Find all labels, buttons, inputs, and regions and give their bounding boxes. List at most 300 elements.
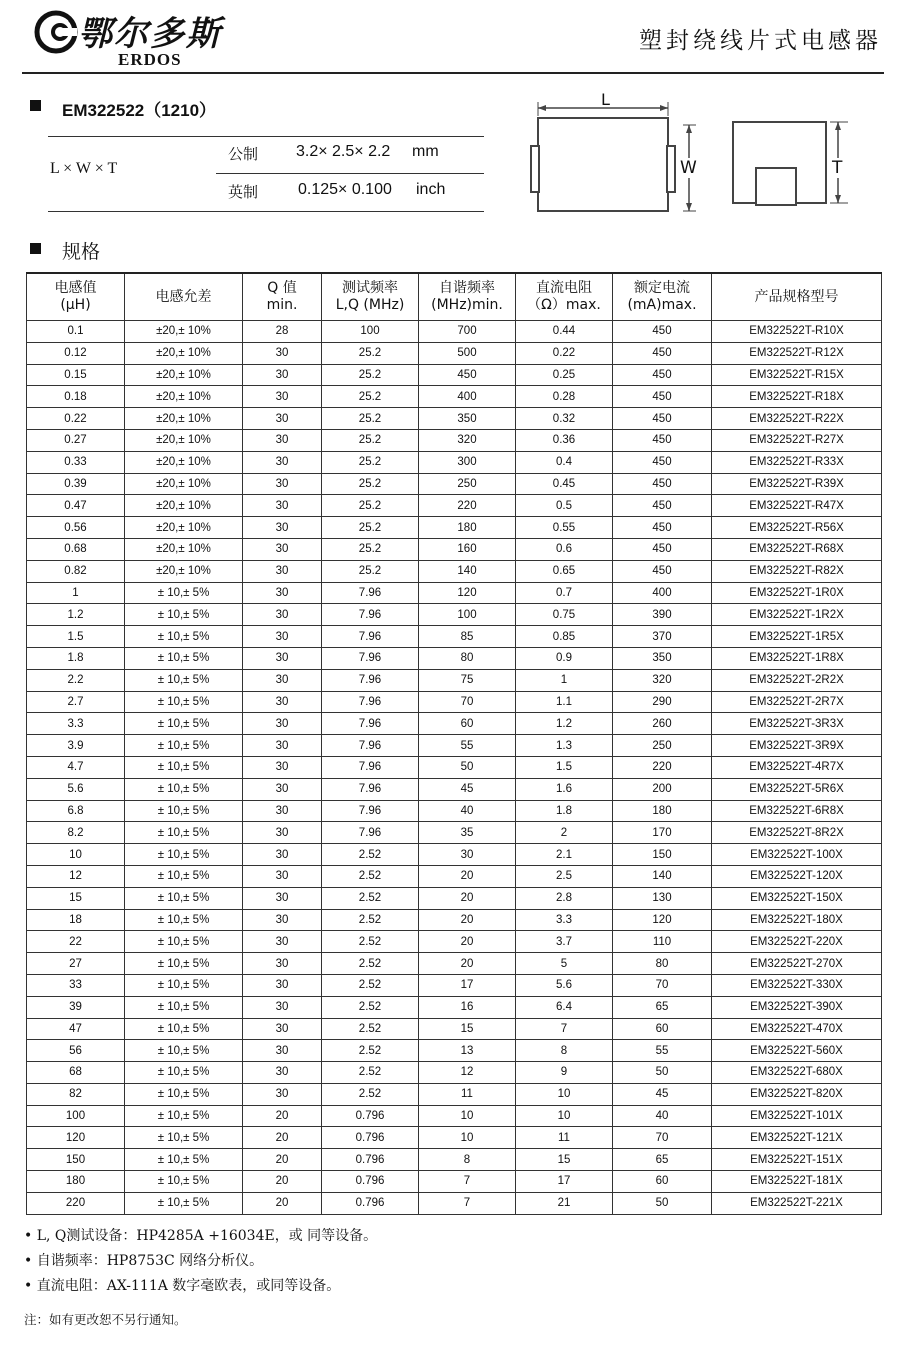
table-row: [27, 473, 882, 495]
table-cell: 450: [613, 538, 712, 560]
table-row: [27, 560, 882, 582]
table-cell: 12: [27, 865, 125, 887]
table-cell: 11: [419, 1083, 516, 1105]
table-cell: 82: [27, 1083, 125, 1105]
table-row: [27, 582, 882, 604]
table-cell: 20: [243, 1192, 322, 1214]
table-cell: 55: [613, 1040, 712, 1062]
table-cell: 7.96: [322, 691, 419, 713]
table-cell: ± 10,± 5%: [125, 996, 243, 1018]
table-cell: 60: [419, 713, 516, 735]
table-cell: 450: [613, 473, 712, 495]
table-cell: 10: [27, 844, 125, 866]
table-cell: 450: [613, 408, 712, 430]
header-rated-current: 额定电流 (mA)max.: [613, 273, 712, 321]
table-cell: ±20,± 10%: [125, 451, 243, 473]
table-cell: ± 10,± 5%: [125, 1083, 243, 1105]
table-cell: 60: [613, 1171, 712, 1193]
dimension-diagram: [520, 88, 870, 220]
table-cell: EM322522T-560X: [712, 1040, 882, 1062]
table-cell: 25.2: [322, 429, 419, 451]
table-cell: 220: [613, 756, 712, 778]
table-cell: 56: [27, 1040, 125, 1062]
table-cell: 400: [613, 582, 712, 604]
table-row: [27, 321, 882, 343]
table-cell: 30: [243, 495, 322, 517]
table-cell: ±20,± 10%: [125, 342, 243, 364]
table-cell: 120: [27, 1127, 125, 1149]
table-cell: EM322522T-180X: [712, 909, 882, 931]
table-cell: 40: [419, 800, 516, 822]
table-cell: 40: [613, 1105, 712, 1127]
table-cell: 7.96: [322, 582, 419, 604]
table-cell: 7.96: [322, 735, 419, 757]
table-cell: 28: [243, 321, 322, 343]
table-cell: EM322522T-1R2X: [712, 604, 882, 626]
table-cell: 30: [243, 604, 322, 626]
table-cell: EM322522T-R56X: [712, 517, 882, 539]
table-cell: EM322522T-4R7X: [712, 756, 882, 778]
table-cell: 0.33: [27, 451, 125, 473]
table-row: [27, 495, 882, 517]
table-cell: 20: [419, 953, 516, 975]
table-cell: 2.2: [27, 669, 125, 691]
table-cell: 7.96: [322, 604, 419, 626]
table-cell: 30: [243, 647, 322, 669]
table-cell: 13: [419, 1040, 516, 1062]
table-cell: 0.22: [27, 408, 125, 430]
table-cell: ±20,± 10%: [125, 495, 243, 517]
table-cell: 0.9: [516, 647, 613, 669]
table-cell: 5: [516, 953, 613, 975]
table-cell: 0.56: [27, 517, 125, 539]
table-cell: 16: [419, 996, 516, 1018]
table-cell: 2.52: [322, 1018, 419, 1040]
table-cell: EM322522T-181X: [712, 1171, 882, 1193]
test-notes: [24, 1224, 377, 1299]
table-cell: EM322522T-R82X: [712, 560, 882, 582]
table-row: [27, 669, 882, 691]
table-cell: 10: [516, 1083, 613, 1105]
table-cell: EM322522T-R12X: [712, 342, 882, 364]
table-row: [27, 1040, 882, 1062]
table-cell: 0.27: [27, 429, 125, 451]
table-cell: ± 10,± 5%: [125, 1192, 243, 1214]
table-cell: 7.96: [322, 713, 419, 735]
table-cell: EM322522T-1R5X: [712, 626, 882, 648]
table-cell: 10: [419, 1105, 516, 1127]
table-cell: 2.52: [322, 953, 419, 975]
table-cell: ± 10,± 5%: [125, 909, 243, 931]
table-cell: 180: [419, 517, 516, 539]
table-cell: 390: [613, 604, 712, 626]
table-cell: EM322522T-5R6X: [712, 778, 882, 800]
table-cell: 65: [613, 1149, 712, 1171]
table-row: [27, 822, 882, 844]
table-cell: 2.52: [322, 996, 419, 1018]
table-cell: 1.5: [516, 756, 613, 778]
table-row: [27, 517, 882, 539]
note-item: • L, Q测试设备：HP4285A +16034E，或 同等设备。: [24, 1228, 378, 1244]
table-cell: 8: [516, 1040, 613, 1062]
table-cell: ± 10,± 5%: [125, 865, 243, 887]
table-cell: 7.96: [322, 800, 419, 822]
table-cell: 0.55: [516, 517, 613, 539]
header-part-number: 产品规格型号: [712, 273, 882, 321]
table-cell: EM322522T-R68X: [712, 538, 882, 560]
table-cell: 20: [243, 1171, 322, 1193]
table-cell: EM322522T-R15X: [712, 364, 882, 386]
table-cell: ± 10,± 5%: [125, 626, 243, 648]
table-cell: 20: [419, 887, 516, 909]
table-cell: 30: [243, 517, 322, 539]
table-cell: ±20,± 10%: [125, 321, 243, 343]
table-cell: ± 10,± 5%: [125, 1171, 243, 1193]
table-cell: 0.6: [516, 538, 613, 560]
table-cell: EM322522T-100X: [712, 844, 882, 866]
table-cell: EM322522T-330X: [712, 974, 882, 996]
table-cell: EM322522T-101X: [712, 1105, 882, 1127]
table-cell: 0.15: [27, 364, 125, 386]
table-cell: 0.39: [27, 473, 125, 495]
table-cell: 1.6: [516, 778, 613, 800]
table-cell: 2.52: [322, 931, 419, 953]
table-cell: 0.7: [516, 582, 613, 604]
table-cell: 30: [243, 974, 322, 996]
table-cell: 2.52: [322, 887, 419, 909]
table-cell: 400: [419, 386, 516, 408]
header-dc-resistance: 直流电阻 （Ω）max.: [516, 273, 613, 321]
table-cell: 25.2: [322, 538, 419, 560]
table-cell: 250: [613, 735, 712, 757]
table-cell: 17: [516, 1171, 613, 1193]
table-cell: 30: [243, 691, 322, 713]
diagram-label-l: L: [601, 90, 610, 109]
table-cell: 0.85: [516, 626, 613, 648]
table-cell: ± 10,± 5%: [125, 691, 243, 713]
table-cell: 0.796: [322, 1127, 419, 1149]
table-cell: 25.2: [322, 364, 419, 386]
table-cell: ± 10,± 5%: [125, 822, 243, 844]
table-cell: 0.1: [27, 321, 125, 343]
table-cell: 30: [243, 451, 322, 473]
table-row: [27, 735, 882, 757]
table-cell: 0.65: [516, 560, 613, 582]
note-item: • 自谐频率：HP8753C 网络分析仪。: [24, 1253, 264, 1269]
table-cell: 120: [613, 909, 712, 931]
table-cell: 30: [243, 996, 322, 1018]
table-cell: 100: [322, 321, 419, 343]
table-cell: 7.96: [322, 626, 419, 648]
table-cell: 20: [419, 909, 516, 931]
table-cell: EM322522T-R39X: [712, 473, 882, 495]
table-row: [27, 865, 882, 887]
table-cell: 35: [419, 822, 516, 844]
table-row: [27, 996, 882, 1018]
header-inductance: 电感值 (μH): [27, 273, 125, 321]
table-cell: 30: [243, 909, 322, 931]
table-cell: 25.2: [322, 560, 419, 582]
table-cell: 30: [243, 756, 322, 778]
table-cell: EM322522T-120X: [712, 865, 882, 887]
table-cell: EM322522T-151X: [712, 1149, 882, 1171]
table-cell: 0.45: [516, 473, 613, 495]
table-cell: 50: [613, 1062, 712, 1084]
table-cell: 0.796: [322, 1105, 419, 1127]
table-cell: 7.96: [322, 778, 419, 800]
table-row: [27, 887, 882, 909]
table-cell: ±20,± 10%: [125, 429, 243, 451]
table-cell: 0.68: [27, 538, 125, 560]
table-cell: EM322522T-3R3X: [712, 713, 882, 735]
table-cell: 65: [613, 996, 712, 1018]
table-cell: 47: [27, 1018, 125, 1040]
table-cell: 30: [243, 582, 322, 604]
table-cell: 120: [419, 582, 516, 604]
table-row: [27, 626, 882, 648]
table-cell: 15: [419, 1018, 516, 1040]
table-cell: 20: [243, 1149, 322, 1171]
table-cell: EM322522T-270X: [712, 953, 882, 975]
table-cell: 8.2: [27, 822, 125, 844]
table-cell: 80: [613, 953, 712, 975]
table-row: [27, 342, 882, 364]
table-cell: 1.8: [27, 647, 125, 669]
document-title: 塑封绕线片式电感器: [639, 28, 882, 54]
table-cell: ±20,± 10%: [125, 408, 243, 430]
table-row: [27, 909, 882, 931]
table-cell: 450: [613, 560, 712, 582]
left-terminal: [531, 146, 539, 192]
metric-label: 公制: [228, 145, 259, 163]
table-cell: EM322522T-680X: [712, 1062, 882, 1084]
table-cell: 45: [613, 1083, 712, 1105]
table-cell: 30: [243, 408, 322, 430]
table-cell: 0.18: [27, 386, 125, 408]
table-cell: EM322522T-2R7X: [712, 691, 882, 713]
table-cell: 30: [243, 778, 322, 800]
table-cell: 4.7: [27, 756, 125, 778]
table-row: [27, 1062, 882, 1084]
imperial-value: 0.125× 0.100: [298, 181, 392, 198]
table-cell: 170: [613, 822, 712, 844]
table-cell: 22: [27, 931, 125, 953]
table-cell: 25.2: [322, 495, 419, 517]
top-view-body: [538, 118, 668, 211]
table-cell: 30: [243, 386, 322, 408]
table-cell: 0.25: [516, 364, 613, 386]
table-row: [27, 1127, 882, 1149]
header-test-frequency: 测试频率 L,Q (MHz): [322, 273, 419, 321]
metric-unit: mm: [412, 143, 439, 160]
table-cell: 25.2: [322, 517, 419, 539]
table-cell: 200: [613, 778, 712, 800]
table-cell: 320: [613, 669, 712, 691]
table-row: [27, 429, 882, 451]
table-cell: 27: [27, 953, 125, 975]
table-cell: EM322522T-1R8X: [712, 647, 882, 669]
table-cell: ± 10,± 5%: [125, 735, 243, 757]
size-dimension-label: L × W × T: [50, 160, 118, 177]
table-cell: 8: [419, 1149, 516, 1171]
table-cell: 30: [243, 364, 322, 386]
header-srf: 自谐频率 (MHz)min.: [419, 273, 516, 321]
table-cell: 30: [243, 538, 322, 560]
table-cell: 60: [613, 1018, 712, 1040]
table-cell: 30: [243, 560, 322, 582]
table-row: [27, 451, 882, 473]
table-cell: 2.52: [322, 974, 419, 996]
table-cell: 55: [419, 735, 516, 757]
table-cell: 30: [243, 865, 322, 887]
table-cell: 30: [243, 1083, 322, 1105]
imperial-label: 英制: [228, 183, 259, 201]
table-row: [27, 953, 882, 975]
footnote: 注：如有更改恕不另行通知。: [24, 1312, 187, 1327]
table-cell: EM322522T-121X: [712, 1127, 882, 1149]
table-cell: 290: [613, 691, 712, 713]
table-row: [27, 408, 882, 430]
table-cell: 350: [419, 408, 516, 430]
table-cell: 450: [613, 451, 712, 473]
table-cell: 25.2: [322, 386, 419, 408]
table-cell: ±20,± 10%: [125, 364, 243, 386]
table-cell: 3.7: [516, 931, 613, 953]
table-cell: 450: [613, 517, 712, 539]
table-cell: 2.52: [322, 1083, 419, 1105]
table-cell: 30: [243, 1018, 322, 1040]
table-cell: 350: [613, 647, 712, 669]
table-cell: 10: [419, 1127, 516, 1149]
table-row: [27, 1149, 882, 1171]
table-cell: 70: [419, 691, 516, 713]
table-cell: ± 10,± 5%: [125, 953, 243, 975]
table-row: [27, 386, 882, 408]
table-cell: 2.52: [322, 844, 419, 866]
imperial-unit: inch: [416, 181, 446, 198]
table-cell: 2.52: [322, 1040, 419, 1062]
table-cell: 30: [243, 626, 322, 648]
brand-name-chinese: 鄂尔多斯: [78, 14, 222, 54]
table-cell: ± 10,± 5%: [125, 1127, 243, 1149]
table-cell: 0.22: [516, 342, 613, 364]
table-cell: 20: [243, 1127, 322, 1149]
header-q-value: Q 值 min.: [243, 273, 322, 321]
table-cell: 30: [243, 473, 322, 495]
table-cell: 1.1: [516, 691, 613, 713]
table-row: [27, 1018, 882, 1040]
table-cell: 160: [419, 538, 516, 560]
table-cell: 12: [419, 1062, 516, 1084]
table-cell: 30: [243, 953, 322, 975]
table-cell: ± 10,± 5%: [125, 887, 243, 909]
table-cell: 300: [419, 451, 516, 473]
table-cell: 100: [27, 1105, 125, 1127]
table-cell: 6.8: [27, 800, 125, 822]
table-cell: 7.96: [322, 756, 419, 778]
table-cell: 50: [419, 756, 516, 778]
note-item: • 直流电阻：AX-111A 数字毫欧表，或同等设备。: [24, 1278, 341, 1294]
table-row: [27, 1083, 882, 1105]
table-cell: 110: [613, 931, 712, 953]
table-cell: 70: [613, 1127, 712, 1149]
table-cell: 0.12: [27, 342, 125, 364]
table-cell: EM322522T-3R9X: [712, 735, 882, 757]
table-cell: 0.75: [516, 604, 613, 626]
table-cell: 15: [516, 1149, 613, 1171]
table-cell: 30: [243, 887, 322, 909]
table-cell: 7: [419, 1171, 516, 1193]
table-row: [27, 974, 882, 996]
section-bullet-icon: [30, 100, 41, 111]
table-row: [27, 1192, 882, 1214]
table-cell: 1.2: [27, 604, 125, 626]
table-row: [27, 931, 882, 953]
table-row: [27, 604, 882, 626]
table-cell: 68: [27, 1062, 125, 1084]
table-cell: 30: [419, 844, 516, 866]
table-cell: 2.7: [27, 691, 125, 713]
right-terminal: [667, 146, 675, 192]
table-cell: EM322522T-221X: [712, 1192, 882, 1214]
table-cell: EM322522T-R18X: [712, 386, 882, 408]
table-cell: 0.44: [516, 321, 613, 343]
table-cell: 50: [613, 1192, 712, 1214]
table-cell: EM322522T-390X: [712, 996, 882, 1018]
brand-name-english: ERDOS: [118, 50, 182, 69]
table-cell: 3.3: [27, 713, 125, 735]
table-cell: ± 10,± 5%: [125, 974, 243, 996]
table-cell: 2.1: [516, 844, 613, 866]
table-cell: 11: [516, 1127, 613, 1149]
table-cell: ±20,± 10%: [125, 560, 243, 582]
table-cell: 2.8: [516, 887, 613, 909]
table-cell: 140: [419, 560, 516, 582]
header-divider: [22, 72, 884, 74]
table-cell: 0.796: [322, 1192, 419, 1214]
table-cell: 0.36: [516, 429, 613, 451]
table-cell: 0.796: [322, 1149, 419, 1171]
table-cell: 450: [613, 342, 712, 364]
table-cell: ± 10,± 5%: [125, 1105, 243, 1127]
table-cell: 450: [613, 364, 712, 386]
table-cell: 39: [27, 996, 125, 1018]
erdos-logo-icon: [33, 8, 79, 54]
table-cell: 180: [27, 1171, 125, 1193]
table-row: [27, 364, 882, 386]
table-cell: 1: [27, 582, 125, 604]
spec-table: [26, 272, 882, 1215]
table-cell: ±20,± 10%: [125, 386, 243, 408]
table-cell: EM322522T-8R2X: [712, 822, 882, 844]
table-cell: 30: [243, 800, 322, 822]
table-cell: 0.4: [516, 451, 613, 473]
table-cell: 2.52: [322, 1062, 419, 1084]
table-cell: EM322522T-150X: [712, 887, 882, 909]
table-cell: ± 10,± 5%: [125, 1062, 243, 1084]
table-cell: 25.2: [322, 342, 419, 364]
table-cell: EM322522T-470X: [712, 1018, 882, 1040]
metric-value: 3.2× 2.5× 2.2: [296, 143, 391, 160]
table-cell: 0.796: [322, 1171, 419, 1193]
table-cell: 80: [419, 647, 516, 669]
table-cell: 450: [613, 495, 712, 517]
table-cell: 150: [27, 1149, 125, 1171]
table-cell: 15: [27, 887, 125, 909]
table-cell: 20: [243, 1105, 322, 1127]
table-cell: 1: [516, 669, 613, 691]
table-cell: 0.5: [516, 495, 613, 517]
